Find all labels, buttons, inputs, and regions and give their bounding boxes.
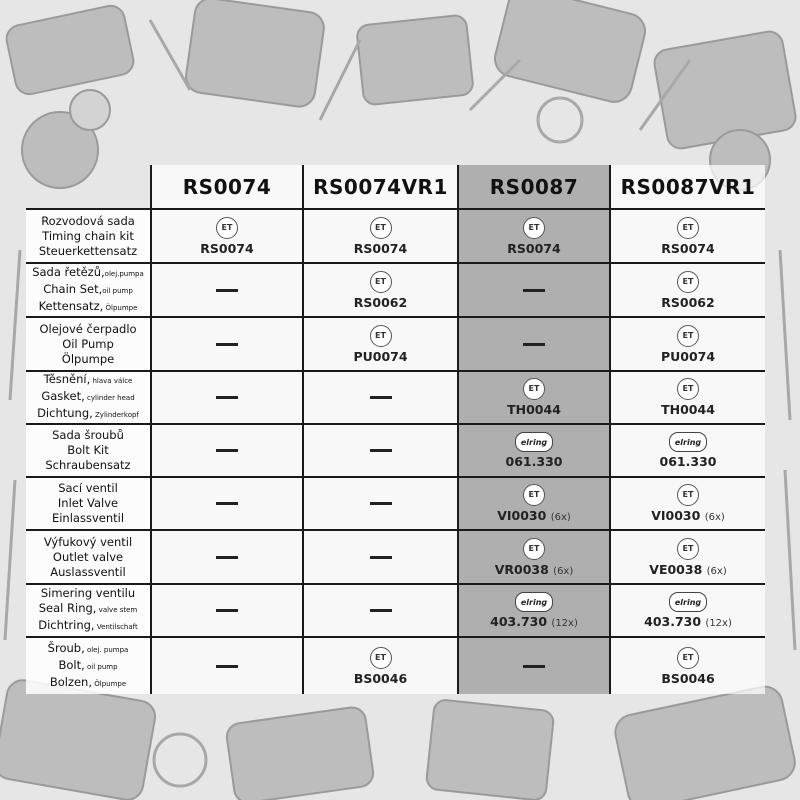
label-main-text: Chain Set, — [43, 281, 103, 296]
elring-logo-icon: elring — [669, 592, 707, 612]
engineteam-logo-icon: ET — [523, 538, 545, 560]
table-cell — [304, 585, 459, 638]
column-header: RS0074 — [182, 174, 272, 199]
label-main-text: Outlet valve — [52, 549, 124, 564]
table-cell — [459, 372, 611, 425]
part-number — [651, 508, 725, 523]
not-included-dash — [370, 609, 392, 612]
elring-logo-icon: elring — [669, 432, 707, 452]
row-label-line — [67, 443, 109, 458]
row-label-line — [52, 428, 124, 443]
not-included-dash — [523, 289, 545, 292]
part-number — [507, 241, 560, 256]
header-rs0074vr1 — [304, 165, 459, 210]
row-label-line — [50, 565, 125, 580]
row-label — [26, 425, 152, 478]
not-included-dash — [370, 502, 392, 505]
part-quantity: (12x) — [705, 618, 732, 629]
label-main-text: Gasket, — [41, 389, 85, 403]
engineteam-logo-icon: ET — [677, 325, 699, 347]
table-cell — [152, 425, 304, 478]
table-cell — [152, 638, 304, 694]
row-label-line — [41, 586, 135, 601]
label-main-text: Bolzen, — [49, 674, 93, 689]
table-cell — [459, 210, 611, 264]
table-cell — [611, 638, 765, 694]
row-label-line — [43, 282, 133, 299]
engineteam-logo-icon: ET — [677, 647, 699, 669]
part-number — [649, 562, 726, 577]
row-label-line — [39, 299, 138, 316]
label-small-text: hlava válce — [90, 377, 133, 385]
part-code: RS0074 — [507, 240, 561, 256]
label-main-text: Auslassventil — [50, 564, 126, 579]
not-included-dash — [216, 502, 238, 505]
not-included-dash — [216, 609, 238, 612]
label-main-text: Sací ventil — [58, 481, 118, 495]
column-header: RS0074VR1 — [313, 174, 448, 199]
comparison-table — [26, 165, 765, 694]
row-label-line — [41, 214, 135, 229]
engineteam-logo-icon: ET — [677, 484, 699, 506]
engineteam-logo-icon: ET — [523, 378, 545, 400]
not-included-dash — [216, 289, 238, 292]
part-code: VE0038 — [649, 561, 703, 577]
table-cell — [611, 585, 765, 638]
table-cell — [459, 531, 611, 585]
part-code: PU0074 — [353, 348, 408, 364]
not-included-dash — [523, 343, 545, 346]
table-cell — [611, 318, 765, 372]
label-main-text: Výfukový ventil — [43, 534, 133, 549]
elring-logo-icon: elring — [515, 432, 553, 452]
not-included-dash — [523, 665, 545, 668]
label-small-text: olej.pumpa — [104, 269, 144, 278]
part-code: PU0074 — [660, 348, 716, 364]
label-small-text: oil pump — [102, 286, 133, 295]
label-main-text: Einlassventil — [51, 511, 125, 525]
engineteam-logo-icon: ET — [677, 271, 699, 293]
not-included-dash — [370, 449, 392, 452]
row-label — [26, 585, 152, 638]
table-cell — [304, 478, 459, 531]
table-cell — [152, 531, 304, 585]
header-rs0074 — [152, 165, 304, 210]
part-number — [661, 349, 715, 364]
not-included-dash — [216, 449, 238, 452]
row-label — [26, 210, 152, 264]
part-code: 061.330 — [505, 454, 563, 469]
part-quantity: (12x) — [551, 618, 578, 629]
table-cell — [152, 264, 304, 318]
table-cell — [611, 264, 765, 318]
part-code: RS0074 — [353, 240, 408, 256]
label-main-text: Sada řetězů, — [32, 264, 105, 279]
label-small-text: valve stem — [96, 606, 138, 614]
label-main-text: Ölpumpe — [61, 351, 115, 366]
not-included-dash — [216, 665, 238, 668]
row-label — [26, 478, 152, 531]
engineteam-logo-icon: ET — [370, 217, 392, 239]
part-code: RS0062 — [353, 294, 408, 310]
part-number — [506, 454, 563, 469]
part-code: VI0030 — [497, 508, 547, 523]
label-main-text: Oil Pump — [62, 336, 114, 351]
not-included-dash — [370, 556, 392, 559]
label-main-text: Inlet Valve — [57, 496, 119, 510]
engineteam-logo-icon: ET — [370, 325, 392, 347]
part-number — [354, 671, 407, 686]
part-number — [661, 295, 714, 310]
label-small-text: Ölpumpe — [103, 303, 138, 312]
engineteam-logo-icon: ET — [523, 484, 545, 506]
label-main-text: Timing chain kit — [42, 228, 134, 243]
table-cell — [152, 318, 304, 372]
engineteam-logo-icon: ET — [370, 271, 392, 293]
table-cell — [611, 210, 765, 264]
header-rs0087vr1 — [611, 165, 765, 210]
column-header: RS0087 — [489, 174, 579, 199]
engineteam-logo-icon: ET — [216, 217, 238, 239]
table-cell — [611, 425, 765, 478]
table-cell — [611, 531, 765, 585]
part-number — [497, 508, 571, 523]
elring-logo-icon: elring — [515, 592, 553, 612]
part-number — [644, 614, 732, 629]
table-cell — [152, 372, 304, 425]
part-number — [495, 562, 574, 577]
part-number — [354, 241, 407, 256]
table-cell — [304, 210, 459, 264]
part-number — [353, 349, 407, 364]
row-label-line — [50, 675, 126, 692]
part-quantity: (6x) — [550, 512, 571, 523]
part-code: BS0046 — [353, 670, 408, 686]
not-included-dash — [370, 396, 392, 399]
label-main-text: Olejové čerpadlo — [39, 321, 137, 336]
part-code: BS0046 — [661, 670, 715, 686]
row-label-line — [58, 481, 118, 496]
label-main-text: Dichtring, — [38, 618, 95, 632]
part-quantity: (6x) — [704, 512, 725, 523]
table-cell — [459, 318, 611, 372]
part-number — [354, 295, 407, 310]
row-label-line — [38, 618, 138, 635]
part-number — [661, 402, 715, 417]
row-label-line — [41, 389, 134, 406]
row-label — [26, 638, 152, 694]
label-main-text: Dichtung, — [37, 406, 93, 420]
row-label-line — [39, 601, 138, 618]
row-label-line — [62, 337, 114, 352]
column-header: RS0087VR1 — [620, 174, 756, 199]
part-number — [507, 402, 561, 417]
label-main-text: Seal Ring, — [38, 601, 97, 615]
row-label-line — [39, 322, 136, 337]
table-cell — [459, 585, 611, 638]
part-code: TH0044 — [661, 402, 715, 417]
row-label-line — [39, 244, 137, 259]
row-label-line — [48, 641, 129, 658]
part-code: TH0044 — [507, 402, 561, 417]
table-cell — [304, 372, 459, 425]
row-label-line — [45, 458, 130, 473]
part-code: VI0030 — [651, 508, 701, 523]
table-cell — [611, 478, 765, 531]
row-label-line — [52, 511, 124, 526]
label-main-text: Sada šroubů — [52, 428, 124, 442]
not-included-dash — [216, 343, 238, 346]
engineteam-logo-icon: ET — [677, 217, 699, 239]
label-main-text: Šroub, — [47, 640, 85, 655]
label-small-text: Ölpumpe — [92, 679, 127, 688]
table-cell — [611, 372, 765, 425]
row-label-line — [62, 352, 114, 367]
row-label-line — [44, 372, 133, 389]
part-code: 403.730 — [490, 614, 548, 629]
table-cell — [304, 531, 459, 585]
row-label — [26, 318, 152, 372]
row-label-line — [32, 265, 144, 282]
label-main-text: Rozvodová sada — [41, 213, 135, 228]
label-small-text: cylinder head — [84, 394, 135, 402]
label-main-text: Schraubensatz — [45, 458, 131, 472]
part-code: RS0074 — [661, 240, 715, 256]
label-main-text: Steuerkettensatz — [38, 243, 138, 258]
part-code: RS0074 — [200, 240, 254, 256]
row-label — [26, 264, 152, 318]
label-main-text: Těsnění, — [43, 372, 91, 386]
header-rs0087 — [459, 165, 611, 210]
part-number — [660, 454, 717, 469]
part-number — [661, 671, 714, 686]
table-cell — [304, 318, 459, 372]
row-label-line — [58, 658, 117, 675]
table-corner — [26, 165, 152, 210]
label-main-text: Simering ventilu — [40, 586, 136, 600]
label-main-text: Bolt, — [58, 657, 85, 672]
part-code: VR0038 — [494, 561, 549, 577]
not-included-dash — [216, 396, 238, 399]
engineteam-logo-icon: ET — [370, 647, 392, 669]
label-small-text: Ventilschaft — [94, 623, 138, 631]
row-label — [26, 531, 152, 585]
table-cell — [304, 425, 459, 478]
table-cell — [459, 478, 611, 531]
label-small-text: oil pump — [84, 662, 118, 671]
part-number — [490, 614, 578, 629]
not-included-dash — [216, 556, 238, 559]
table-cell — [152, 210, 304, 264]
part-quantity: (6x) — [706, 565, 727, 577]
label-main-text: Kettensatz, — [38, 298, 104, 313]
engineteam-logo-icon: ET — [523, 217, 545, 239]
part-quantity: (6x) — [553, 565, 574, 577]
engineteam-logo-icon: ET — [677, 378, 699, 400]
row-label-line — [42, 229, 134, 244]
part-code: RS0062 — [661, 294, 715, 310]
engineteam-logo-icon: ET — [677, 538, 699, 560]
part-code: 061.330 — [659, 454, 717, 469]
row-label-line — [37, 406, 139, 423]
table-cell — [304, 638, 459, 694]
table-cell — [459, 425, 611, 478]
label-small-text: olej. pumpa — [84, 645, 129, 654]
row-label — [26, 372, 152, 425]
label-small-text: Zylinderkopf — [92, 411, 139, 419]
table-cell — [459, 264, 611, 318]
row-label-line — [44, 535, 132, 550]
label-main-text: Bolt Kit — [67, 443, 109, 457]
part-number — [661, 241, 714, 256]
part-number — [200, 241, 253, 256]
part-code: 403.730 — [644, 614, 702, 629]
table-cell — [152, 478, 304, 531]
row-label-line — [58, 496, 118, 511]
row-label-line — [53, 550, 123, 565]
table-cell — [459, 638, 611, 694]
table-cell — [304, 264, 459, 318]
table-cell — [152, 585, 304, 638]
